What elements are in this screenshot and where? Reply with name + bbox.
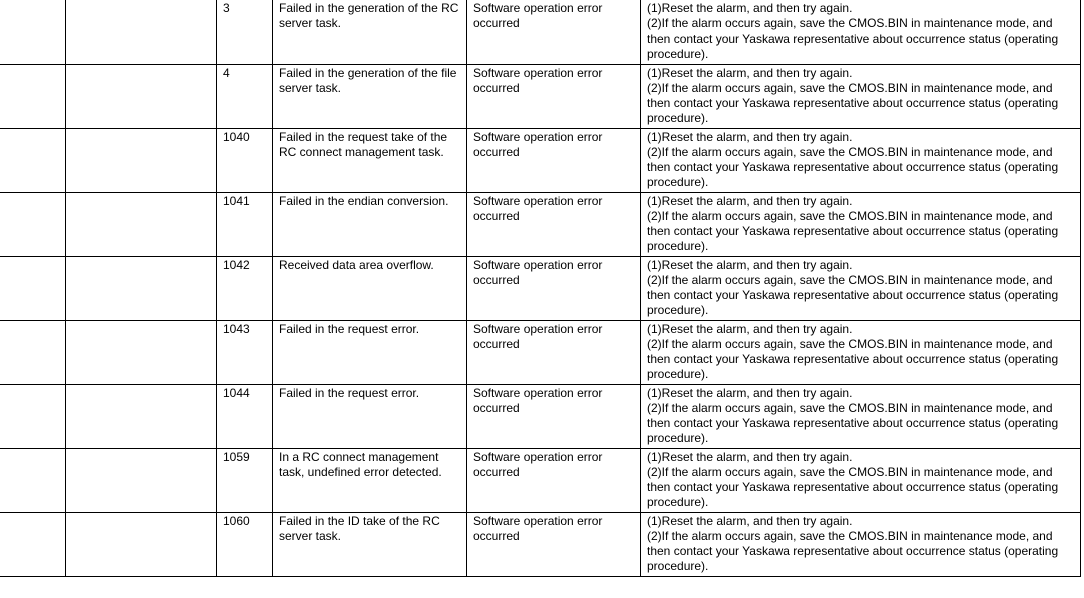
- cause-text: Software operation error occurred: [473, 1, 603, 31]
- cause-cell: [467, 320, 641, 384]
- remedy-step-2: (2)If the alarm occurs again, save the CMOS.BIN in maintenance mode, and then contact your Yaskawa representative about occurrence status (operating procedure).: [647, 16, 1059, 61]
- sub-code: 1041: [223, 193, 250, 208]
- alarm-name-cell: [66, 128, 217, 192]
- remedy-cell: [641, 256, 1081, 320]
- remedy-cell: [641, 0, 1081, 64]
- remedy-cell: [641, 448, 1081, 512]
- meaning-cell: [273, 0, 467, 64]
- sub-code-cell: [217, 256, 273, 320]
- meaning-cell: [273, 384, 467, 448]
- cause-text: Software operation error occurred: [473, 513, 603, 543]
- remedy-step-2: (2)If the alarm occurs again, save the CMOS.BIN in maintenance mode, and then contact your Yaskawa representative about occurrence status (operating procedure).: [647, 528, 1059, 574]
- remedy-step-2: (2)If the alarm occurs again, save the CMOS.BIN in maintenance mode, and then contact your Yaskawa representative about occurrence status (operating procedure).: [647, 336, 1059, 382]
- remedy-step-2: (2)If the alarm occurs again, save the CMOS.BIN in maintenance mode, and then contact your Yaskawa representative about occurrence status (operating procedure).: [647, 464, 1059, 510]
- meaning-text: Failed in the request error.: [279, 385, 420, 400]
- sub-code-cell: [217, 64, 273, 128]
- sub-code-cell: [217, 448, 273, 512]
- table-row: [0, 448, 1081, 512]
- alarm-number-cell: [0, 448, 66, 512]
- sub-code: 3: [223, 1, 230, 15]
- cause-cell: [467, 256, 641, 320]
- table-row: [0, 192, 1081, 256]
- meaning-cell: [273, 320, 467, 384]
- cause-cell: [467, 512, 641, 576]
- table-row: [0, 384, 1081, 448]
- sub-code: 1042: [223, 257, 250, 272]
- table-row: [0, 256, 1081, 320]
- alarm-name-cell: [66, 320, 217, 384]
- alarm-number-cell: [0, 0, 66, 64]
- meaning-text: Failed in the request take of the RC connect management task.: [279, 129, 448, 159]
- alarm-number-cell: [0, 64, 66, 128]
- sub-code-cell: [217, 320, 273, 384]
- alarm-number-cell: [0, 512, 66, 576]
- sub-code-cell: [217, 384, 273, 448]
- table-row: [0, 512, 1081, 576]
- remedy-step-1: (1)Reset the alarm, and then try again.: [647, 193, 853, 208]
- alarm-name-cell: [66, 512, 217, 576]
- meaning-cell: [273, 512, 467, 576]
- cause-text: Software operation error occurred: [473, 257, 603, 287]
- alarm-name-cell: [66, 0, 217, 64]
- cause-text: Software operation error occurred: [473, 449, 603, 479]
- cause-text: Software operation error occurred: [473, 65, 603, 95]
- sub-code-cell: [217, 192, 273, 256]
- cause-text: Software operation error occurred: [473, 385, 603, 415]
- sub-code: 4: [223, 65, 230, 80]
- remedy-cell: [641, 320, 1081, 384]
- cause-text: Software operation error occurred: [473, 129, 603, 159]
- cause-text: Software operation error occurred: [473, 321, 603, 351]
- cause-cell: [467, 64, 641, 128]
- meaning-text: Failed in the generation of the file server task.: [279, 65, 457, 95]
- meaning-text: In a RC connect management task, undefined error detected.: [279, 449, 442, 479]
- table-row: [0, 320, 1081, 384]
- alarm-number-cell: [0, 192, 66, 256]
- cause-cell: [467, 448, 641, 512]
- cause-cell: [467, 192, 641, 256]
- meaning-text: Received data area overflow.: [279, 257, 434, 272]
- alarm-name-cell: [66, 192, 217, 256]
- alarm-name-cell: [66, 448, 217, 512]
- remedy-cell: [641, 384, 1081, 448]
- sub-code-cell: [217, 128, 273, 192]
- remedy-step-1: (1)Reset the alarm, and then try again.: [647, 385, 853, 400]
- remedy-step-2: (2)If the alarm occurs again, save the CMOS.BIN in maintenance mode, and then contact your Yaskawa representative about occurrence status (operating procedure).: [647, 272, 1059, 318]
- meaning-text: Failed in the generation of the RC server task.: [279, 1, 459, 31]
- cause-cell: [467, 0, 641, 64]
- alarm-number-cell: [0, 320, 66, 384]
- sub-code: 1044: [223, 385, 250, 400]
- remedy-step-2: (2)If the alarm occurs again, save the CMOS.BIN in maintenance mode, and then contact your Yaskawa representative about occurrence status (operating procedure).: [647, 80, 1059, 126]
- sub-code: 1043: [223, 321, 250, 336]
- sub-code: 1040: [223, 129, 250, 144]
- table-row: [0, 0, 1081, 64]
- cause-cell: [467, 384, 641, 448]
- sub-code: 1059: [223, 449, 250, 464]
- remedy-step-2: (2)If the alarm occurs again, save the CMOS.BIN in maintenance mode, and then contact your Yaskawa representative about occurrence status (operating procedure).: [647, 144, 1059, 190]
- remedy-step-1: (1)Reset the alarm, and then try again.: [647, 321, 853, 336]
- sub-code-cell: [217, 512, 273, 576]
- alarm-name-cell: [66, 256, 217, 320]
- table-row: [0, 64, 1081, 128]
- alarm-name-cell: [66, 64, 217, 128]
- table-row: [0, 128, 1081, 192]
- alarm-number-cell: [0, 128, 66, 192]
- remedy-step-1: (1)Reset the alarm, and then try again.: [647, 449, 853, 464]
- meaning-cell: [273, 448, 467, 512]
- remedy-step-1: (1)Reset the alarm, and then try again.: [647, 1, 853, 15]
- remedy-step-1: (1)Reset the alarm, and then try again.: [647, 65, 853, 80]
- meaning-text: Failed in the endian conversion.: [279, 193, 449, 208]
- remedy-step-2: (2)If the alarm occurs again, save the CMOS.BIN in maintenance mode, and then contact your Yaskawa representative about occurrence status (operating procedure).: [647, 400, 1059, 446]
- alarm-number-cell: [0, 256, 66, 320]
- remedy-cell: [641, 512, 1081, 576]
- meaning-cell: [273, 128, 467, 192]
- sub-code-cell: [217, 0, 273, 64]
- meaning-text: Failed in the ID take of the RC server task.: [279, 513, 440, 543]
- remedy-step-1: (1)Reset the alarm, and then try again.: [647, 513, 853, 528]
- cause-text: Software operation error occurred: [473, 193, 603, 223]
- remedy-cell: [641, 64, 1081, 128]
- meaning-cell: [273, 64, 467, 128]
- meaning-cell: [273, 192, 467, 256]
- meaning-cell: [273, 256, 467, 320]
- alarm-name-cell: [66, 384, 217, 448]
- alarm-number-cell: [0, 384, 66, 448]
- cause-cell: [467, 128, 641, 192]
- sub-code: 1060: [223, 513, 250, 528]
- remedy-cell: [641, 192, 1081, 256]
- remedy-step-1: (1)Reset the alarm, and then try again.: [647, 129, 853, 144]
- remedy-step-1: (1)Reset the alarm, and then try again.: [647, 257, 853, 272]
- remedy-cell: [641, 128, 1081, 192]
- meaning-text: Failed in the request error.: [279, 321, 420, 336]
- remedy-step-2: (2)If the alarm occurs again, save the CMOS.BIN in maintenance mode, and then contact your Yaskawa representative about occurrence status (operating procedure).: [647, 208, 1059, 254]
